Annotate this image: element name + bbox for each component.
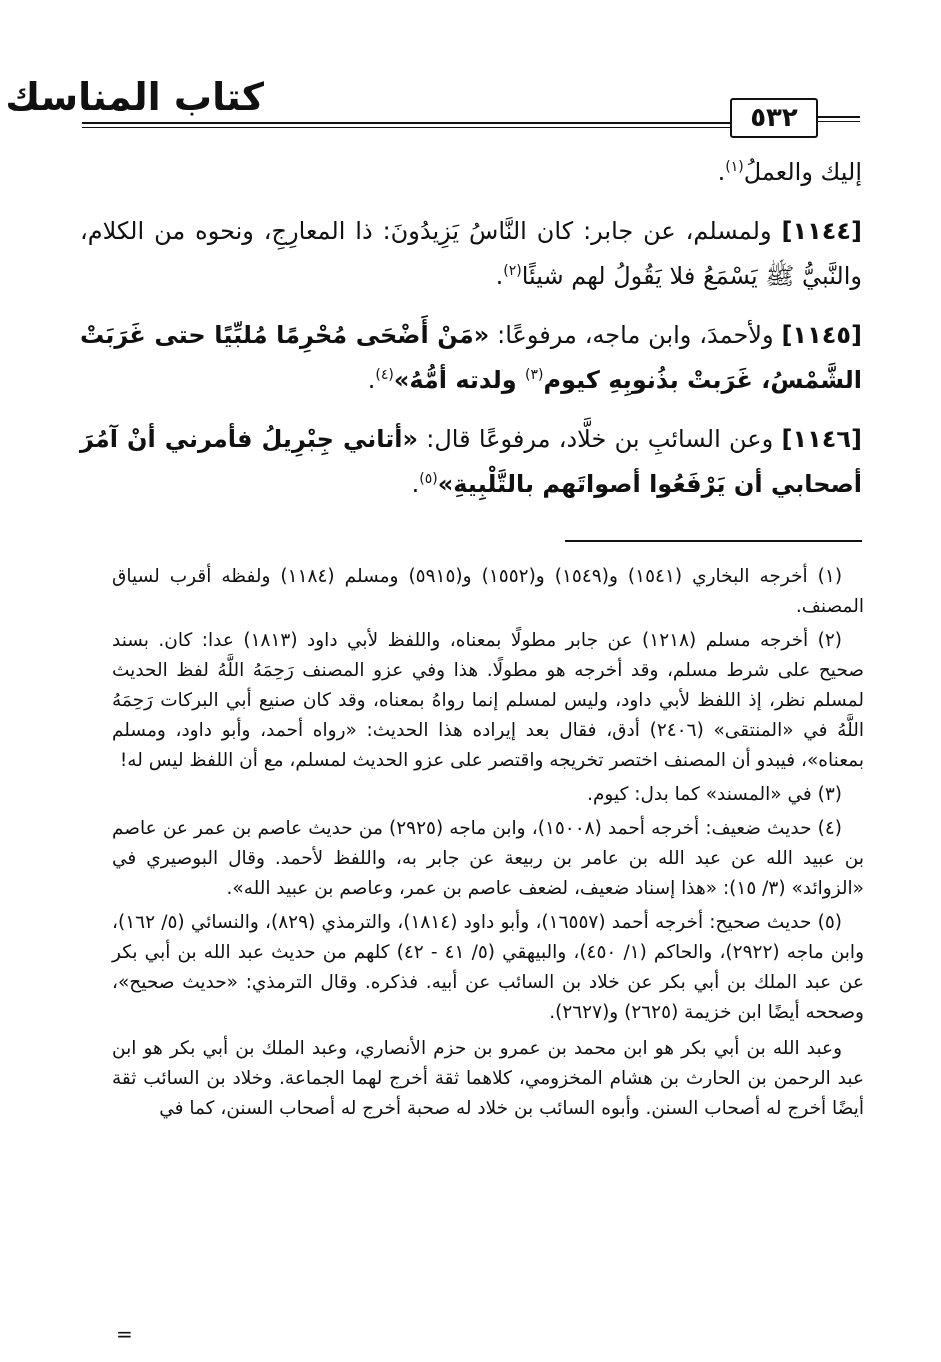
footnote-1: (١) أخرجه البخاري (١٥٤١) و(١٥٤٩) و(١٥٥٢) و(٥٩١٥) ومسلم (١١٨٤) ولفظه أقرب لسياق المصنف.	[112, 566, 864, 617]
hadith-1144: [١١٤٤] ولمسلم، عن جابر: كان النَّاسُ يَزِيدُونَ: ذا المعارِجِ، ونحوه من الكلام، والنَّبيُّ ﷺ يَسْمَعُ فلا يَقُولُ لهم شيئًا$^{(٢)}$.	[80, 217, 862, 290]
paragraph-continuation: إليك والعملُ$^{(١)}$.	[717, 158, 862, 186]
footnote-separator	[565, 540, 862, 542]
header-rule-right-thin	[818, 121, 860, 122]
hadith-number: [١١٤٥]	[781, 321, 862, 349]
footnote-5-continued: وعبد الله بن أبي بكر هو ابن محمد بن عمرو بن حزم الأنصاري، وعبد الملك بن أبي بكر هو ابن عبد الرحمن بن الحارث بن هشام المخزومي، كلاهما ثقة أخرج لهما الجماعة. وخلاد بن السائب ثقة أيضًا أخرج له أصحاب السنن. وأبوه السائب بن خلاد له صحبة أخرج له أصحاب السنن، كما في	[112, 1038, 864, 1119]
footnote-3: (٣) في «المسند» كما بدل: كيوم.	[587, 784, 842, 805]
hadith-number: [١١٤٦]	[781, 425, 862, 453]
header-rule-thin	[82, 127, 730, 128]
page-number-box: ٥٣٢	[730, 98, 818, 138]
header-rule-right	[818, 116, 860, 118]
main-text	[80, 150, 862, 521]
footnote-ref: (٥)	[419, 471, 438, 487]
footnote-ref: (٢)	[503, 263, 522, 279]
footnote-ref: (١)	[725, 159, 744, 175]
footnote-2: (٢) أخرجه مسلم (١٢١٨) عن جابر مطولًا بمعناه، واللفظ لأبي داود (١٨١٣) عدا: كان. بسند صحيح على شرط مسلم، وقد أخرجه هو مطولًا. هذا وفي عزو المصنف رَحِمَهُ اللَّهُ لفظ الحديث لمسلم نظر، إذ اللفظ لأبي داود، وليس لمسلم إنما رواهُ بمعناه، وقد كان صنيع أبي البركات رَحِمَهُ اللَّهُ في «المنتقى» (٢٤٠٦) أدق، فقال بعد إيراده هذا الحديث: «رواه أحمد، وأبو داود، ومسلم بمعناه»، فيبدو أن المصنف اختصر تخريجه واقتصر على عزو الحديث لمسلم، مع أن اللفظ ليس له!	[112, 630, 864, 771]
header-rule	[82, 122, 730, 124]
hadith-quote-end: ولدته أمُّهُ»	[393, 366, 526, 394]
footnote-4: (٤) حديث ضعيف: أخرجه أحمد (١٥٠٠٨)، وابن ماجه (٢٩٢٥) من حديث عاصم بن عمر عن عاصم بن عبيد الله عن عبد الله بن عامر بن ربيعة عن جابر به، واللفظ لأحمد. وقال البوصيري في «الزوائد» (٣/ ١٥): «هذا إسناد ضعيف، لضعف عاصم بن عمر، وعاصم بن عبيد الله».	[112, 818, 864, 899]
footnotes	[112, 562, 864, 1128]
hadith-lead: ولأحمدَ، وابن ماجه، مرفوعًا:	[489, 321, 782, 349]
running-header-title: كتاب المناسك	[5, 75, 264, 119]
hadith-lead: وعن السائبِ بن خلَّاد، مرفوعًا قال:	[418, 425, 782, 453]
footnote-5: (٥) حديث صحيح: أخرجه أحمد (١٦٥٥٧)، وأبو داود (١٨١٤)، والترمذي (٨٢٩)، والنسائي (٥/ ١٦٢)، وابن ماجه (٢٩٢٢)، والحاكم (١/ ٤٥٠)، والبيهقي (٥/ ٤١ - ٤٢) كلهم من حديث عبد الله بن أبي بكر عن عبد الملك بن أبي بكر عن خلاد بن السائب عن أبيه. فذكره. وقال الترمذي: «حديث صحيح»، وصححه أيضًا ابن خزيمة (٢٦٢٥) و(٢٦٢٧).	[112, 912, 865, 1023]
continuation-mark: =	[116, 1322, 133, 1346]
hadith-quote: «مَنْ أَضْحَى مُحْرِمًا مُلبِّيًا حتى غَرَبَتْ الشَّمْسُ، غَرَبتْ بذُنوبِهِ كيوم	[80, 321, 862, 394]
hadith-1145: [١١٤٥] ولأحمدَ، وابن ماجه، مرفوعًا: «مَنْ أَضْحَى مُحْرِمًا مُلبِّيًا حتى غَرَبَتْ الشَّمْسُ، غَرَبتْ بذُنوبِهِ كيوم$^{(٣)}$ ولدته أمُّهُ»$^{(٤)}$.	[80, 321, 862, 394]
footnote-ref: (٣)	[525, 367, 544, 383]
hadith-quote: «أتاني جِبْرِيلُ فأمرني أنْ آمُرَ أصحابي أن يَرْفَعُوا أصواتَهم بالتَّلْبِيةِ»	[80, 425, 862, 498]
hadith-1146: [١١٤٦] وعن السائبِ بن خلَّاد، مرفوعًا قال: «أتاني جِبْرِيلُ فأمرني أنْ آمُرَ أصحابي أن يَرْفَعُوا أصواتَهم بالتَّلْبِيةِ»$^{(٥)}$.	[80, 425, 862, 498]
footnote-ref: (٤)	[375, 367, 394, 383]
hadith-text: ولمسلم، عن جابر: كان النَّاسُ يَزِيدُونَ: ذا المعارِجِ، ونحوه من الكلام، والنَّبيُّ ﷺ يَسْمَعُ فلا يَقُولُ لهم شيئًا	[80, 217, 862, 290]
hadith-number: [١١٤٤]	[781, 217, 862, 245]
